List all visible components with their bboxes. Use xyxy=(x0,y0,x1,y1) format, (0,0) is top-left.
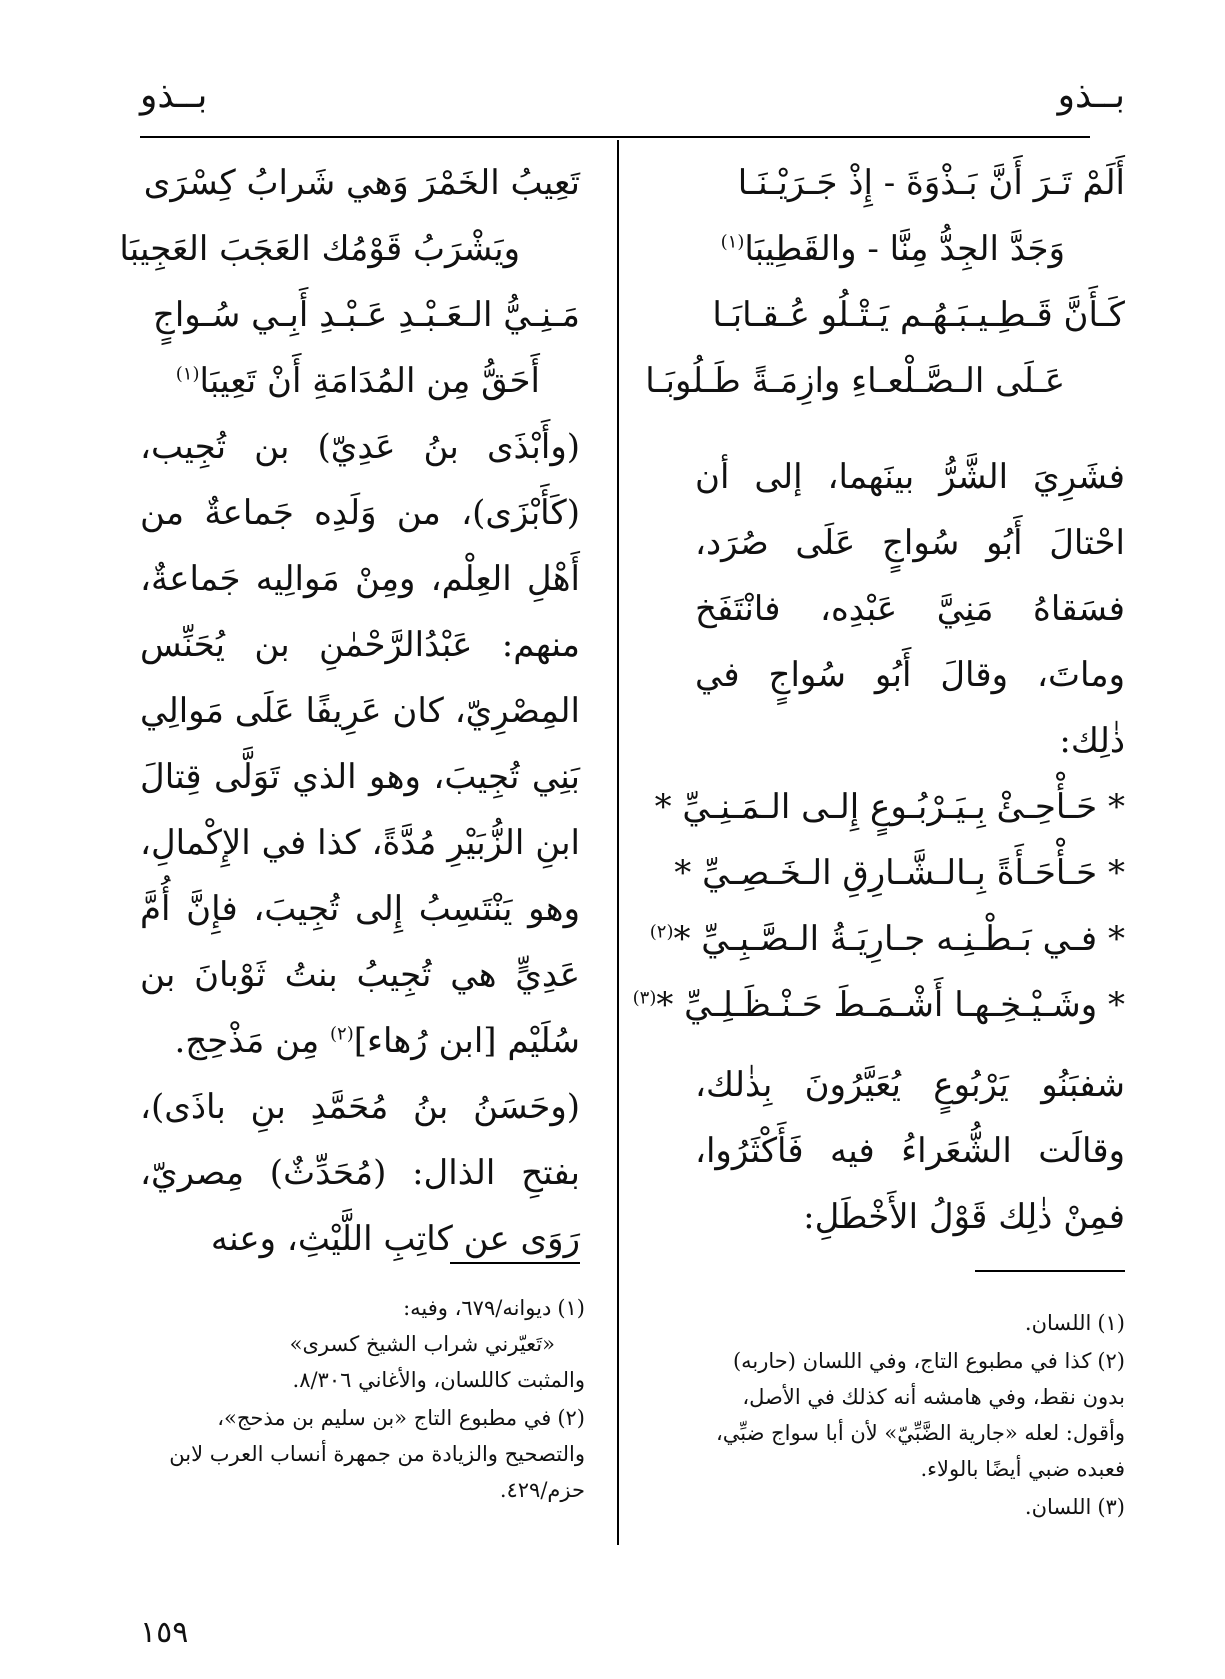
poem2-line-4: أَحَقُّ مِن المُدَامَةِ أَنْ تَعِيبَا$^{(١)}$ xyxy=(175,361,540,401)
rajaz-line-2: * حَـأْحَـأَةً بِـالـشَّـارِقِ الـخَـصِـيِّ * xyxy=(674,853,1125,893)
footnotes-left xyxy=(140,1290,585,1510)
footnote-ref: (٣) xyxy=(632,987,657,1009)
prose-paragraph-1: فشَرِيَ الشَّرُّ بينَهما، إلى أن احْتالَ أَبُو سُواجٍ عَلَى صُرَد، فسَقاهُ مَنِيَّ عَبْدِه، فانْتَفَخ وماتَ، وقالَ أَبُو سُواجٍ في ذٰلِك: xyxy=(695,457,1125,761)
footnotes-right xyxy=(685,1305,1125,1527)
footnote: (٢)في مطبوع التاج «بن سليم بن مذحج»، والتصحيح والزيادة من جمهرة أنساب العرب لابن حزم/٤٢٩. xyxy=(169,1406,585,1502)
footnote-ref: (٢) xyxy=(649,921,674,943)
prose-paragraph-4: (وحَسَنُ بنُ مُحَمَّدِ بنِ باذَى)، بفتحِ الذال: (مُحَدِّثٌ) مِصريّ، رَوَى عن كاتِبِ اللَّيْثِ، وعنه xyxy=(140,1087,580,1259)
footnote: (٣)اللسان. xyxy=(1024,1495,1125,1519)
footnote: (١)ديوانه/٦٧٩، وفيه: «تَعيّرني شراب الشيخ كسرى» والمثبت كاللسان، والأغاني ٨/٣٠٦. xyxy=(289,1296,585,1392)
footnote-ref: (٢) xyxy=(330,1023,354,1045)
footnote-rule-left xyxy=(450,1262,580,1264)
header-rule xyxy=(140,136,1090,138)
column-divider xyxy=(617,140,619,1545)
rajaz-line-4: * وشَـيْـخِـهـا أَشْـمَـطَ حَـنْـظَـلِـيِّ *$^{(٣)}$ xyxy=(632,985,1125,1025)
footnote-ref: (١) xyxy=(175,363,200,385)
left-column xyxy=(119,150,580,1272)
page-number: ١٥٩ xyxy=(140,1615,189,1650)
rajaz-line-3: * فـي بَـطْـنِـه جـارِيَـةُ الـصَّـبِـيِّ *$^{(٢)}$ xyxy=(649,919,1125,959)
poem1-line-3: كَـأَنَّ قَـطِـيـبَـهُـم يَـتْـلُو عُـقـابَـا xyxy=(712,295,1125,335)
footnote: (١)اللسان. xyxy=(1024,1311,1125,1335)
footnote-rule-right xyxy=(975,1270,1125,1272)
footnote: (٢)كذا في مطبوع التاج، وفي اللسان (حاربه) بدون نقط، وفي هامشه أنه كذلك في الأصل، وأقول: لعله «جارية الضَّبِّيّ» لأن أبا سواج ضبِّي، فعبده ضبي أيضًا بالولاء. xyxy=(715,1349,1125,1481)
poem1-line-4: عَـلَى الـصَّـلْعـاءِ وازِمَـةً طَـلُوبَـا xyxy=(645,361,1065,401)
poem1-line-2: وَجَدَّ الجِدُّ مِنَّا - والقَطِيبَا$^{(١)}$ xyxy=(720,229,1065,269)
rajaz-line-1: * حَـأْحِـئْ بِـيَـرْبُـوعٍ إِلـى الـمَـنِـيِّ * xyxy=(654,787,1125,827)
footnote-ref: (١) xyxy=(720,231,745,253)
prose-paragraph-2: شفبَنُو يَرْبُوعٍ يُعَيَّرُونَ بِذٰلك، وقالَت الشُّعَراءُ فيه فَأَكْثَرُوا، فمِنْ ذٰلِك قَوْلُ الأَخْطَلِ: xyxy=(695,1065,1125,1237)
right-column xyxy=(632,150,1125,1250)
running-header-right: بــذو xyxy=(1057,75,1125,116)
poem2-line-3: مَـنِـيُّ الـعَـبْـدِ عَـبْـدِ أَبِـي سُـواجٍ xyxy=(152,295,580,335)
running-header-left: بــذو xyxy=(140,75,208,116)
poem2-line-2: ويَشْرَبُ قَوْمُك العَجَبَ العَجِيبَا xyxy=(119,229,520,269)
poem2-line-1: تَعِيبُ الخَمْرَ وَهي شَرابُ كِسْرَى xyxy=(143,163,580,203)
prose-paragraph-3: (وأَبْذَى بنُ عَدِيّ) بن تُجِيب، (كَأَبْزَى)، من وَلَدِه جَماعةٌ من أَهْلِ العِلْم، ومِنْ مَوالِيه جَماعةٌ، منهم: عَبْدُالرَّحْمٰنِ بن يُحَنِّس المِصْرِيّ، كان عَرِيفًا عَلَى مَوالِي بَنِي تُجِيبَ، وهو الذي تَوَلَّى قِتالَ ابنِ الزُّبَيْرِ مُدَّةً، كذا في الإِكْمالِ، وهو يَنْتَسِبُ إِلى تُجِيبَ، فإِنَّ أُمَّ عَدِيٍّ هي تُجِيبُ بنتُ ثَوْبانَ بن سُلَيْم [ابن رُهاء]$^{(٢)}$ مِن مَذْحِج. xyxy=(140,427,580,1061)
poem1-line-1: أَلَمْ تَـرَ أَنَّ بَـذْوَةَ - إِذْ جَـرَيْـنَـا xyxy=(737,163,1125,203)
